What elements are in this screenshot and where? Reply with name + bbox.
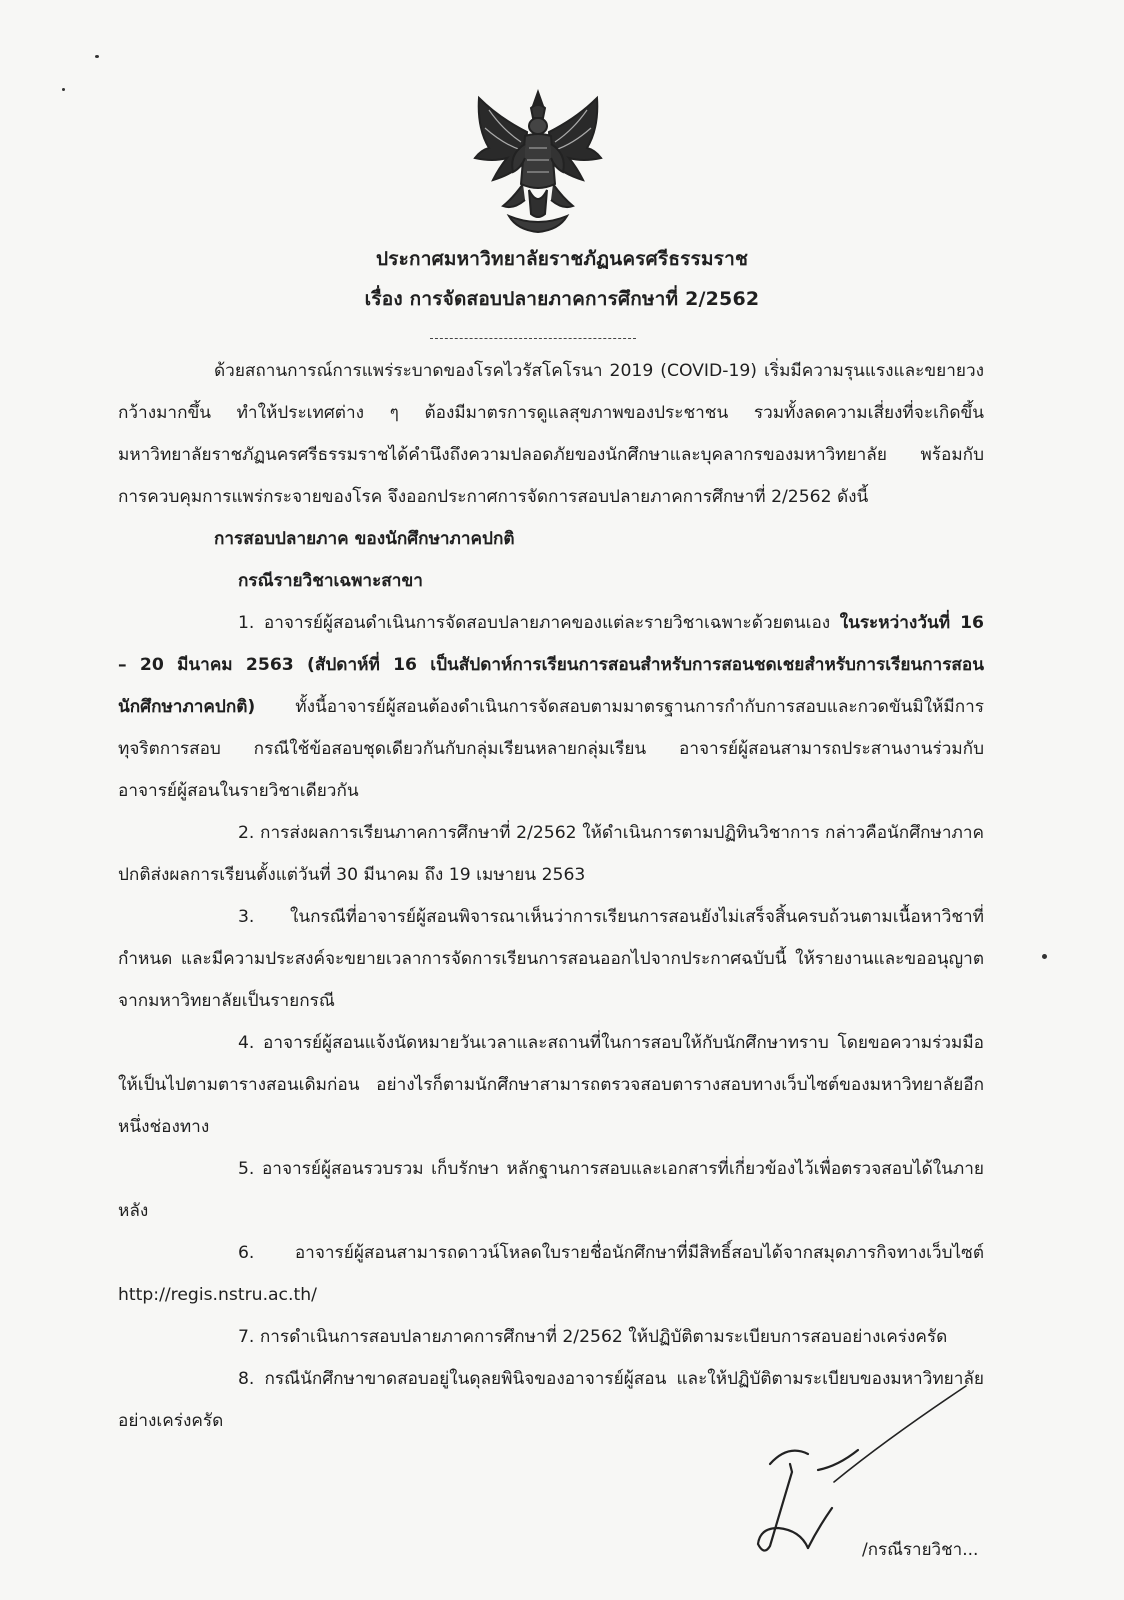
scan-speck bbox=[95, 55, 99, 58]
list-item-2: 2. การส่งผลการเรียนภาคการศึกษาที่ 2/2562 ให้ดำเนินการตามปฏิทินวิชาการ กล่าวคือนักศึกษาภาคปกติส่งผลการเรียนตั้งแต่วันที่ 30 มีนาคม ถึง 19 เมษายน 2563 bbox=[118, 823, 984, 885]
list-item-5: 5. อาจารย์ผู้สอนรวบรวม เก็บรักษา หลักฐานการสอบและเอกสารที่เกี่ยวข้องไว้เพื่อตรวจสอบได้ในภายหลัง bbox=[118, 1159, 984, 1221]
scan-speck bbox=[62, 88, 65, 91]
announcement-body bbox=[118, 350, 984, 1442]
subsection-heading: กรณีรายวิชาเฉพาะสาขา bbox=[238, 571, 423, 591]
item-1-bold-text: ในระหว่างวันที่ 16 – 20 มีนาคม 2563 (สัปดาห์ที่ 16 เป็นสัปดาห์การเรียนการสอนสำหรับการสอนชดเชยสำหรับการเรียนการสอนนักศึกษาภาคปกติ) bbox=[118, 613, 984, 717]
section-heading: การสอบปลายภาค ของนักศึกษาภาคปกติ bbox=[214, 529, 515, 549]
list-item-4: 4. อาจารย์ผู้สอนแจ้งนัดหมายวันเวลาและสถานที่ในการสอบให้กับนักศึกษาทราบ โดยขอความร่วมมือให้เป็นไปตามตารางสอนเดิมก่อน อย่างไรก็ตามนักศึกษาสามารถตรวจสอบตารางสอบทางเว็บไซต์ของมหาวิทยาลัยอีกหนึ่งช่องทาง bbox=[118, 1033, 984, 1137]
announcement-title: ประกาศมหาวิทยาลัยราชภัฏนครศรีธรรมราช bbox=[375, 248, 749, 270]
list-item-7: 7. การดำเนินการสอบปลายภาคการศึกษาที่ 2/2562 ให้ปฏิบัติตามระเบียบการสอบอย่างเคร่งครัด bbox=[238, 1327, 948, 1347]
item-1-text: 1. อาจารย์ผู้สอนดำเนินการจัดสอบปลายภาคของแต่ละรายวิชาเฉพาะด้วยตนเอง bbox=[238, 613, 840, 633]
intro-paragraph: ด้วยสถานการณ์การแพร่ระบาดของโรคไวรัสโคโรนา 2019 (COVID-19) เริ่มมีความรุนแรงและขยายวงกว้างมากขึ้น ทำให้ประเทศต่าง ๆ ต้องมีมาตรการดูแลสุขภาพของประชาชน รวมทั้งลดความเสี่ยงที่จะเกิดขึ้น มหาวิทยาลัยราชภัฏนครศรีธรรมราชได้คำนึงถึงความปลอดภัยของนักศึกษาและบุคลากรของมหาวิทยาลัย พร้อมกับการควบคุมการแพร่กระจายของโรค จึงออกประกาศการจัดการสอบปลายภาคการศึกษาที่ 2/2562 ดังนี้ bbox=[118, 361, 984, 507]
continuation-note: /กรณีรายวิชา... bbox=[862, 1540, 979, 1560]
scan-speck bbox=[1042, 954, 1047, 959]
item-1-text-cont: ทั้งนี้อาจารย์ผู้สอนต้องดำเนินการจัดสอบตามมาตรฐานการกำกับการสอบและกวดขันมิให้มีการทุจริตการสอบ กรณีใช้ข้อสอบชุดเดียวกันกับกลุ่มเรียนหลายกลุ่มเรียน อาจารย์ผู้สอนสามารถประสานงานร่วมกับอาจารย์ผู้สอนในรายวิชาเดียวกัน bbox=[118, 697, 984, 801]
list-item-1 bbox=[118, 602, 984, 812]
list-item-6: 6. อาจารย์ผู้สอนสามารถดาวน์โหลดใบรายชื่อนักศึกษาที่มีสิทธิ์สอบได้จากสมุดภารกิจทางเว็บไซต์ http://regis.nstru.ac.th/ bbox=[118, 1243, 984, 1305]
list-item-8: 8. กรณีนักศึกษาขาดสอบอยู่ในดุลยพินิจของอาจารย์ผู้สอน และให้ปฏิบัติตามระเบียบของมหาวิทยาลัยอย่างเคร่งครัด bbox=[118, 1369, 984, 1431]
handwritten-signature bbox=[748, 1378, 978, 1558]
list-item-3: 3. ในกรณีที่อาจารย์ผู้สอนพิจารณาเห็นว่าการเรียนการสอนยังไม่เสร็จสิ้นครบถ้วนตามเนื้อหาวิชาที่กำหนด และมีความประสงค์จะขยายเวลาการจัดการเรียนการสอนออกไปจากประกาศฉบับนี้ ให้รายงานและขออนุญาตจากมหาวิทยาลัยเป็นรายกรณี bbox=[118, 907, 984, 1011]
announcement-subject: เรื่อง การจัดสอบปลายภาคการศึกษาที่ 2/2562 bbox=[364, 288, 760, 310]
garuda-emblem bbox=[469, 88, 607, 234]
title-divider bbox=[430, 338, 636, 339]
